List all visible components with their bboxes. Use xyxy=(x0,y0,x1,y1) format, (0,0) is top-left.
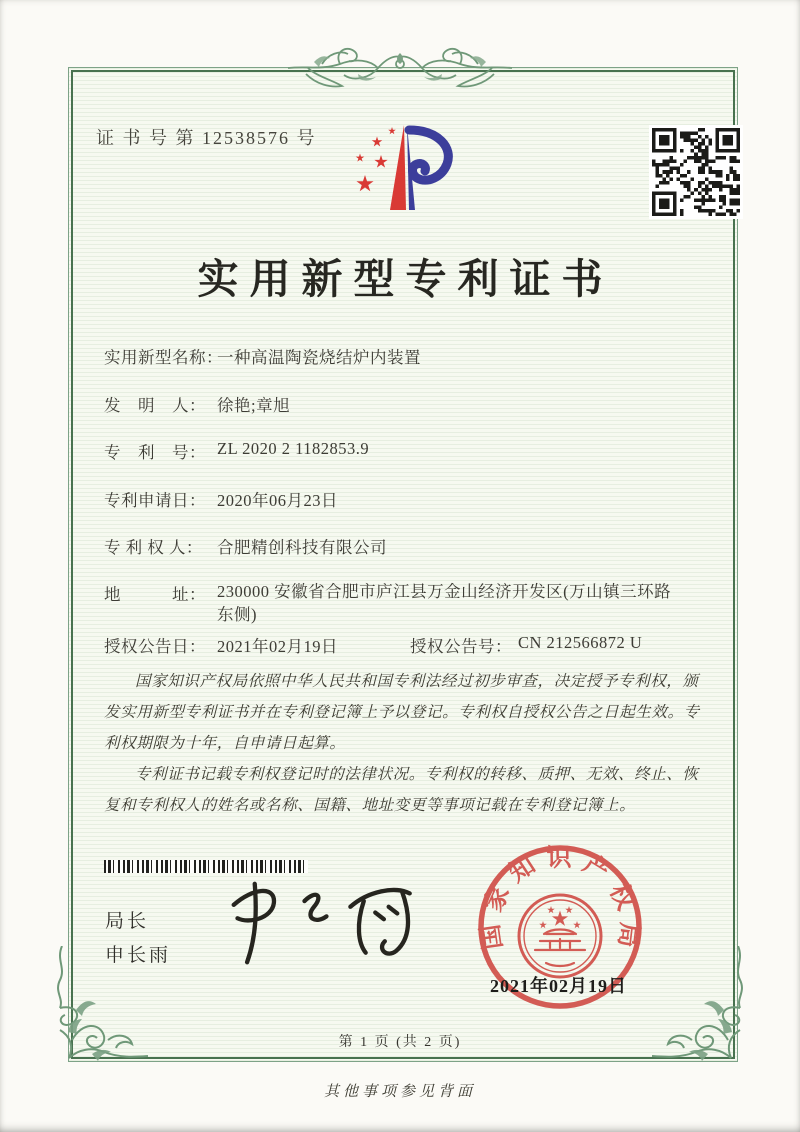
field-label: 授权公告日： xyxy=(104,637,206,656)
field-label: 授权公告号： xyxy=(410,637,512,656)
paragraph-register-statement: 专利证书记载专利权登记时的法律状况。专利权的转移、质押、无效、终止、恢复和专利权人的姓名或名称、国籍、地址变更等事项记载在专利登记簿上。 xyxy=(104,766,699,814)
field-value: 2021年02月19日 xyxy=(217,637,338,656)
field-label: 专 利 号： xyxy=(104,443,206,462)
field-row-grant xyxy=(104,633,704,657)
certificate-title: 实用新型专利证书 xyxy=(197,256,614,302)
field-label: 专利申请日： xyxy=(104,491,206,510)
field-label: 发 明 人： xyxy=(104,396,206,415)
paragraph-grant-statement: 国家知识产权局依照中华人民共和国专利法经过初步审查，决定授予专利权，颁发实用新型专利证书并在专利登记簿上予以登记。专利权自授权公告之日起生效。专利权期限为十年，自申请日起算。 xyxy=(104,673,700,752)
field-row-name xyxy=(104,344,421,368)
field-value: 合肥精创科技有限公司 xyxy=(217,538,387,557)
svg-text:国家知识产权局 xyxy=(476,844,644,952)
field-value: 徐艳;章旭 xyxy=(217,396,291,415)
back-note: 其他事项参见背面 xyxy=(323,1084,476,1100)
national-emblem-icon xyxy=(519,895,601,977)
field-value: 2020年06月23日 xyxy=(217,491,338,510)
field-label: 专 利 权 人： xyxy=(104,538,203,557)
field-value: 230000 安徽省合肥市庐江县万金山经济开发区(万山镇三环路东侧) xyxy=(217,582,672,624)
officer-name: 申长雨 xyxy=(105,945,172,966)
seal-date: 2021年02月19日 xyxy=(490,976,627,996)
page-number: 第 1 页 (共 2 页) xyxy=(338,1035,462,1050)
field-group-announcement-number xyxy=(410,633,642,657)
field-row-filing-date xyxy=(104,487,338,511)
field-value: ZL 2020 2 1182853.9 xyxy=(217,439,370,458)
field-row-address xyxy=(104,581,675,626)
officer-title: 局长 xyxy=(105,911,150,932)
legal-paragraphs xyxy=(104,666,702,821)
qr-code-image xyxy=(649,125,743,219)
certificate-number: 证 书 号 第 12538576 号 xyxy=(96,128,317,148)
field-value: CN 212566872 U xyxy=(518,633,643,652)
signature-autograph xyxy=(205,872,425,976)
seal-agency-text: 国家知识产权局 xyxy=(477,844,643,952)
field-label: 实用新型名称： xyxy=(104,348,223,367)
field-value: 一种高温陶瓷烧结炉内装置 xyxy=(217,348,421,367)
field-row-patent-number xyxy=(104,439,369,463)
field-row-patentee xyxy=(104,534,387,558)
field-row-inventor xyxy=(104,392,290,416)
cnipa-logo-icon xyxy=(343,122,459,220)
field-label: 地 址： xyxy=(104,585,206,604)
